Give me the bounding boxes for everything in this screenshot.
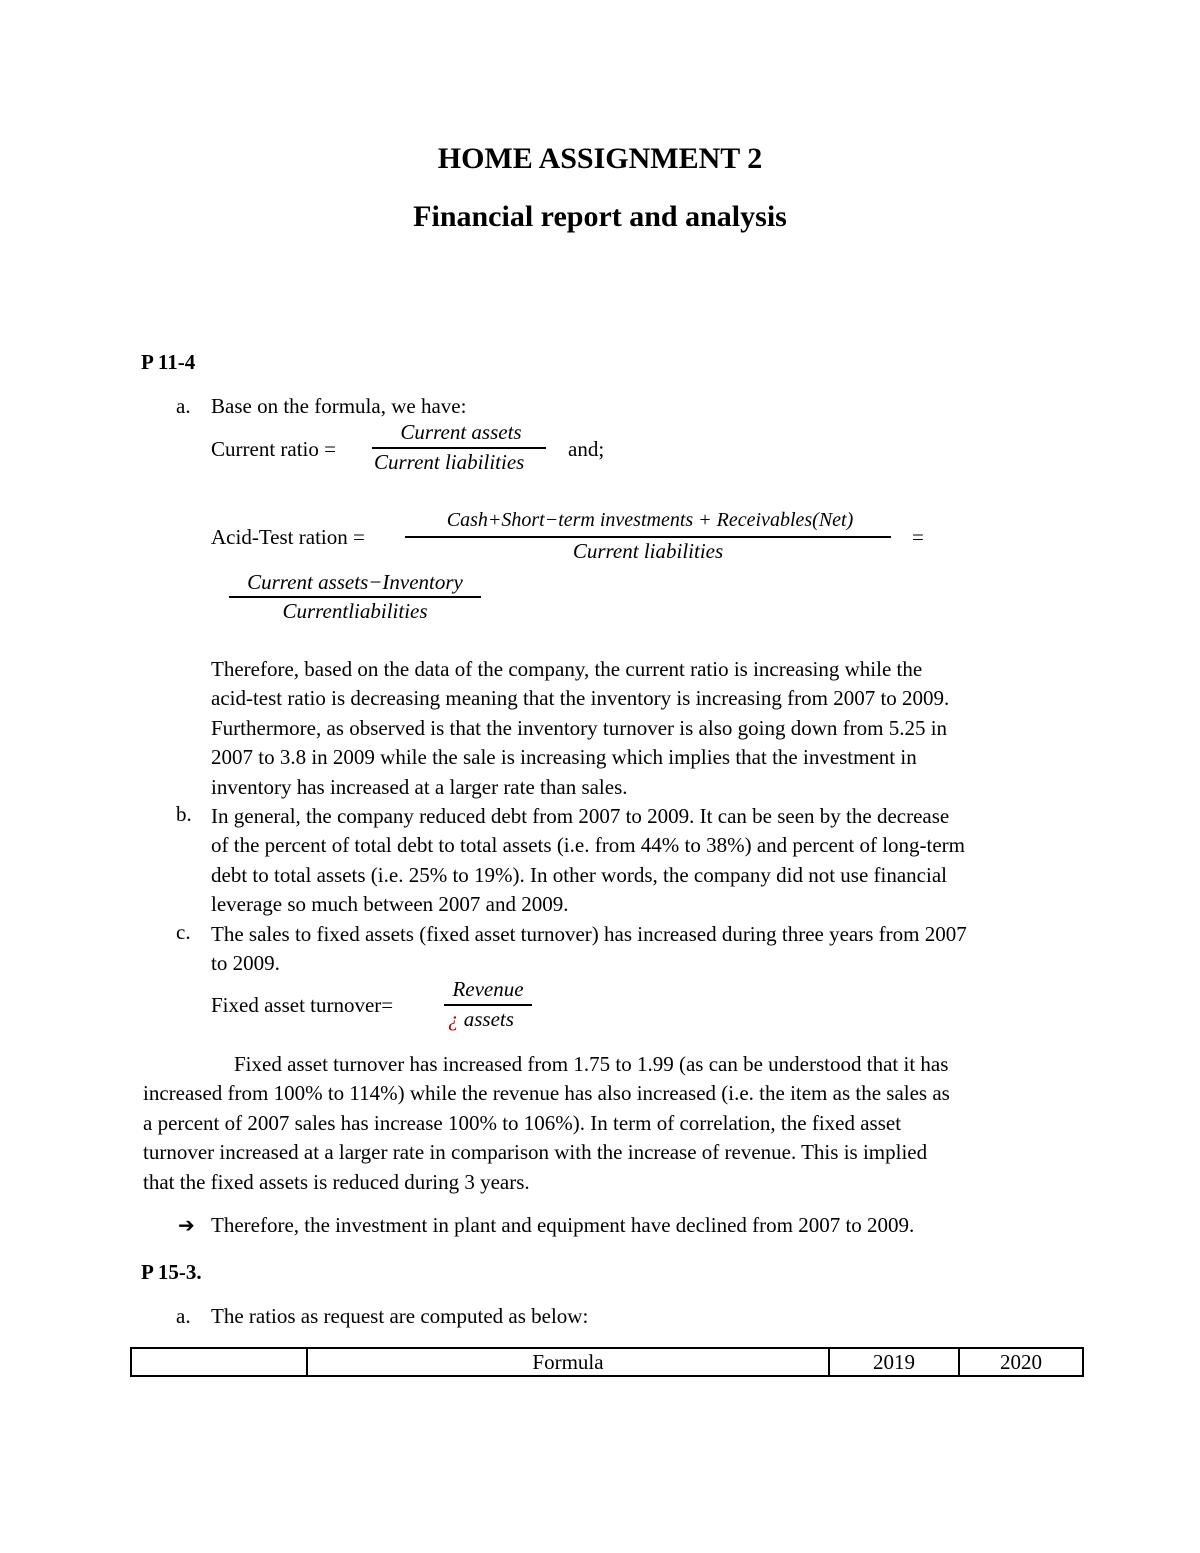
document-subtitle: Financial report and analysis (413, 200, 787, 233)
paragraph-line: to 2009. (211, 951, 280, 976)
paragraph-line: Furthermore, as observed is that the inventory turnover is also going down from 5.25 in (211, 715, 948, 740)
current-ratio-denominator: Current liabilities (374, 450, 525, 474)
acid-test-alt-numerator: Current assets−Inventory (247, 570, 463, 594)
document-title: HOME ASSIGNMENT 2 (437, 142, 763, 175)
acid-test-denominator: Current liabilities (572, 539, 724, 563)
table-header-cell: 2020 (959, 1348, 1083, 1376)
current-ratio-numerator: Current assets (400, 420, 522, 444)
item-marker-b: b. (176, 802, 192, 826)
acid-test-alt-fraction-bar (229, 596, 481, 598)
fixed-asset-turnover-fraction-bar (444, 1004, 532, 1006)
paragraph-line: of the percent of total debt to total assets (i.e. from 44% to 38%) and percent of long-term (211, 833, 966, 858)
p15-item-marker-a: a. (176, 1304, 191, 1328)
paragraph-line: a percent of 2007 sales has increase 100% to 106%). In term of correlation, the fixed asset (143, 1110, 902, 1135)
acid-test-numerator: Cash+Short−term investments + Receivables(Net) (446, 509, 854, 531)
ratios-table (130, 1347, 1084, 1377)
section-heading-p15-3: P 15-3. (141, 1260, 202, 1284)
item-marker-c: c. (176, 920, 191, 944)
conclusion-text: Therefore, the investment in plant and equipment have declined from 2007 to 2009. (211, 1213, 915, 1237)
item-marker-a: a. (176, 394, 191, 418)
item-a-intro: Base on the formula, we have: (211, 394, 467, 418)
fixed-asset-turnover-numerator: Revenue (452, 977, 524, 1001)
acid-test-alt-denominator: Currentliabilities (282, 599, 428, 623)
paragraph-line: 2007 to 3.8 in 2009 while the sale is increasing which implies that the investment in (211, 745, 917, 770)
item-a-paragraph (211, 655, 1091, 802)
and-text: and; (568, 437, 605, 461)
table-header-cell: 2019 (829, 1348, 959, 1376)
table-header-cell: Formula (307, 1348, 829, 1376)
current-ratio-fraction-bar (372, 447, 546, 449)
fixed-asset-turnover-denominator (448, 1007, 514, 1032)
item-b-paragraph (211, 802, 1091, 920)
paragraph-line: leverage so much between 2007 and 2009. (211, 892, 569, 917)
paragraph-line: Therefore, based on the data of the company, the current ratio is increasing while the (211, 657, 923, 681)
paragraph-line: The sales to fixed assets (fixed asset turnover) has increased during three years from 2007 (211, 922, 967, 946)
paragraph-line: debt to total assets (i.e. 25% to 19%). In other words, the company did not use financial (211, 862, 947, 887)
section-heading-p11-4: P 11-4 (141, 350, 196, 374)
paragraph-line: increased from 100% to 114%) while the revenue has also increased (i.e. the item as the sales as (143, 1081, 950, 1106)
acid-test-fraction-bar (405, 536, 891, 538)
paragraph-line: turnover increased at a larger rate in comparison with the increase of revenue. This is implied (143, 1140, 928, 1165)
paragraph-line: that the fixed assets is reduced during 3 years. (143, 1169, 530, 1194)
acid-test-equals: = (912, 525, 924, 549)
item-c-explanation (143, 1050, 1063, 1197)
current-ratio-label: Current ratio = (211, 437, 336, 461)
conclusion-arrow-icon: ➔ (178, 1213, 195, 1237)
table-header-cell (131, 1348, 307, 1376)
acid-test-label: Acid-Test ration = (211, 525, 365, 549)
table-header-row (131, 1348, 1083, 1376)
fixed-asset-turnover-label: Fixed asset turnover= (211, 993, 394, 1017)
paragraph-line: Fixed asset turnover has increased from 1.75 to 1.99 (as can be understood that it has (234, 1052, 949, 1076)
paragraph-line: inventory has increased at a larger rate than sales. (211, 774, 628, 799)
paragraph-line: acid-test ratio is decreasing meaning that the inventory is increasing from 2007 to 2009. (211, 686, 950, 711)
unrendered-glyph: ¿ (448, 1007, 459, 1031)
item-c-paragraph (211, 920, 1091, 979)
paragraph-line: In general, the company reduced debt from 2007 to 2009. It can be seen by the decrease (211, 804, 950, 828)
denominator-text: assets (463, 1007, 514, 1031)
p15-item-a-intro: The ratios as request are computed as below: (211, 1304, 589, 1328)
